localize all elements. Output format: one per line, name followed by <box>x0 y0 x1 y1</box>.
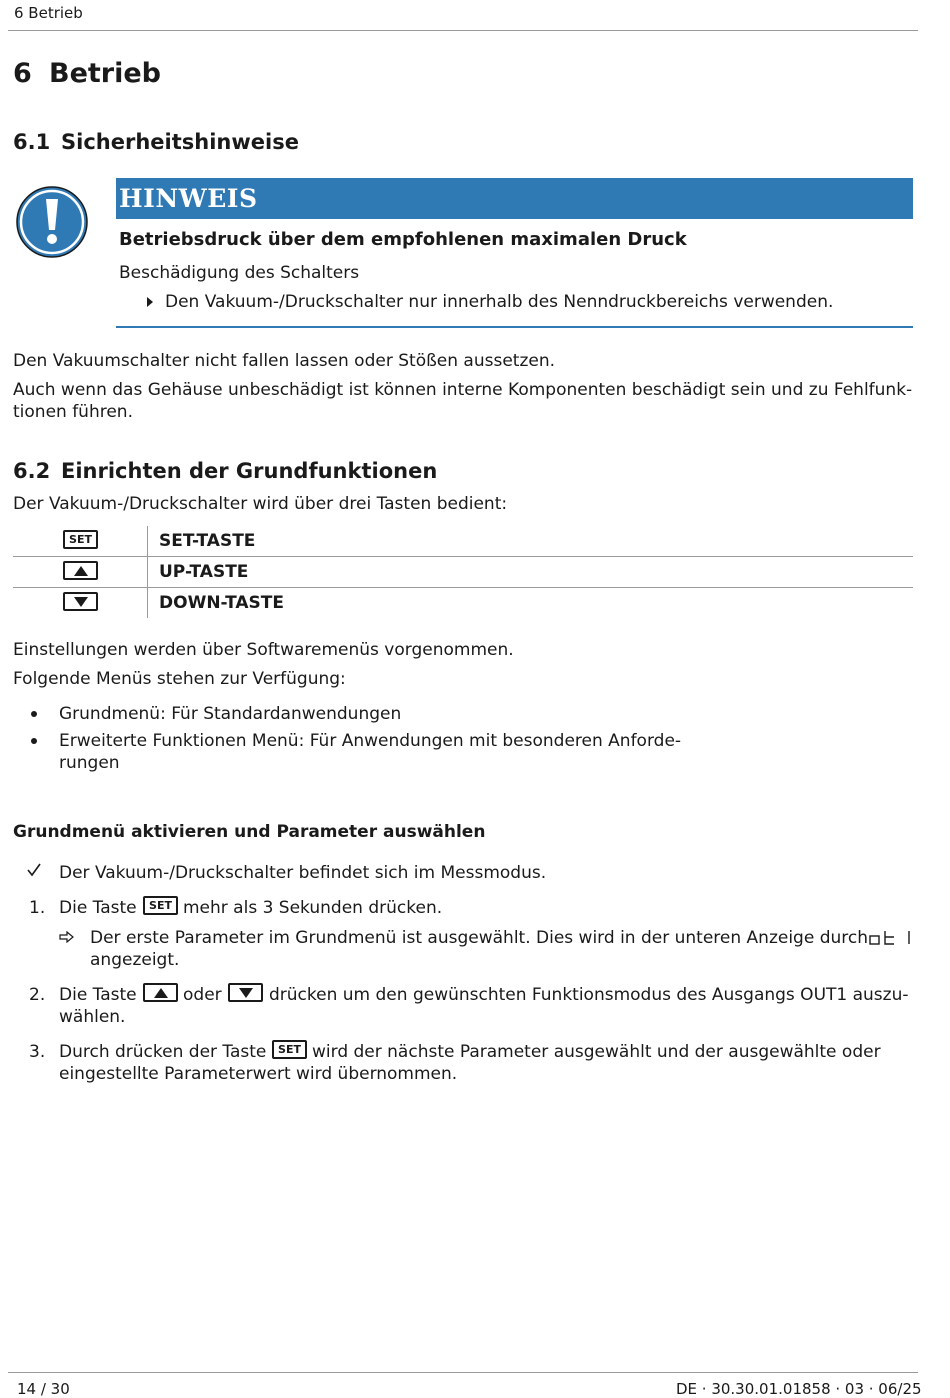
step-text: wählen. <box>59 1007 126 1027</box>
keys-intro: Der Vakuum-/Druckschalter wird über drei Tasten bedient: <box>13 494 508 514</box>
procedure-title: Grundmenü aktivieren und Parameter auswählen <box>13 822 486 842</box>
notice-label: HINWEIS <box>119 184 258 213</box>
menus-intro: Folgende Menüs stehen zur Verfügung: <box>13 669 346 689</box>
set-key-icon: SET <box>63 530 98 549</box>
precondition: Der Vakuum-/Druckschalter befindet sich im Messmodus. <box>59 863 547 883</box>
section-number: 6.2 <box>13 459 51 483</box>
notice-text: Beschädigung des Schalters <box>119 263 360 283</box>
safety-paragraph: Den Vakuumschalter nicht fallen lassen oder Stößen aussetzen. <box>13 351 556 371</box>
down-key-icon <box>228 983 263 1002</box>
result-arrow-icon <box>59 931 75 943</box>
bullet-icon <box>31 738 37 744</box>
running-header: 6 Betrieb <box>14 4 83 22</box>
list-item-continuation: rungen <box>59 753 120 773</box>
step-text: eingestellte Parameterwert wird übernommen. <box>59 1064 458 1084</box>
list-item: Grundmenü: Für Standardanwendungen <box>59 704 402 724</box>
section-title: Sicherheitshinweise <box>61 130 299 154</box>
menus-intro: Einstellungen werden über Softwaremenüs vorgenommen. <box>13 640 514 660</box>
set-key-icon: SET <box>272 1040 307 1059</box>
set-key-icon: SET <box>143 896 178 915</box>
safety-paragraph: tionen führen. <box>13 402 133 422</box>
step-number: 2. <box>29 985 46 1005</box>
keys-table-divider <box>147 526 148 618</box>
key-label-set: SET-TASTE <box>159 531 256 551</box>
safety-paragraph: Auch wenn das Gehäuse unbeschädigt ist können interne Komponenten beschädigt sein und zu Fehlfunk- <box>13 380 913 400</box>
section-heading-setup <box>13 459 437 483</box>
step-text: Die Taste <box>59 985 137 1005</box>
keys-table-row-rule <box>13 587 913 588</box>
checkmark-icon <box>27 863 41 877</box>
step-text: Die Taste <box>59 898 137 918</box>
result-text: Der erste Parameter im Grundmenü ist ausgewählt. Dies wird in der unteren Anzeige durch <box>90 928 869 948</box>
bullet-icon <box>31 711 37 717</box>
section-title: Einrichten der Grundfunktionen <box>61 459 438 483</box>
chapter-number: 6 <box>13 58 32 89</box>
step-text: oder <box>183 985 222 1005</box>
document-id: DE · 30.30.01.01858 · 03 · 06/25 <box>676 1380 922 1398</box>
key-label-down: DOWN-TASTE <box>159 593 284 613</box>
footer-divider <box>8 1372 918 1373</box>
section-heading-safety <box>13 130 299 154</box>
chapter-heading <box>13 58 161 89</box>
list-item: Erweiterte Funktionen Menü: Für Anwendungen mit besonderen Anforde- <box>59 731 682 751</box>
notice-action: Den Vakuum-/Druckschalter nur innerhalb des Nenndruckbereichs verwenden. <box>165 292 834 312</box>
key-label-up: UP-TASTE <box>159 562 249 582</box>
step-text: drücken um den gewünschten Funktionsmodus des Ausgangs OUT1 auszu- <box>269 985 909 1005</box>
action-arrow-icon <box>147 297 153 307</box>
keys-table-row-rule <box>13 556 913 557</box>
step-number: 1. <box>29 898 46 918</box>
notice-subtitle: Betriebsdruck über dem empfohlenen maximalen Druck <box>119 229 687 250</box>
down-key-icon <box>63 592 98 611</box>
page-number: 14 / 30 <box>17 1380 70 1398</box>
up-key-icon <box>63 561 98 580</box>
notice-bottom-rule <box>116 326 913 328</box>
step-number: 3. <box>29 1042 46 1062</box>
display-ot1-icon <box>869 929 913 947</box>
result-text: angezeigt. <box>90 950 180 970</box>
exclamation-circle-icon <box>15 185 89 259</box>
section-number: 6.1 <box>13 130 51 154</box>
header-divider <box>8 30 918 31</box>
up-key-icon <box>143 983 178 1002</box>
step-text: wird der nächste Parameter ausgewählt und der ausgewählte oder <box>312 1042 881 1062</box>
chapter-title: Betrieb <box>49 58 162 89</box>
step-text: mehr als 3 Sekunden drücken. <box>183 898 443 918</box>
step-text: Durch drücken der Taste <box>59 1042 267 1062</box>
